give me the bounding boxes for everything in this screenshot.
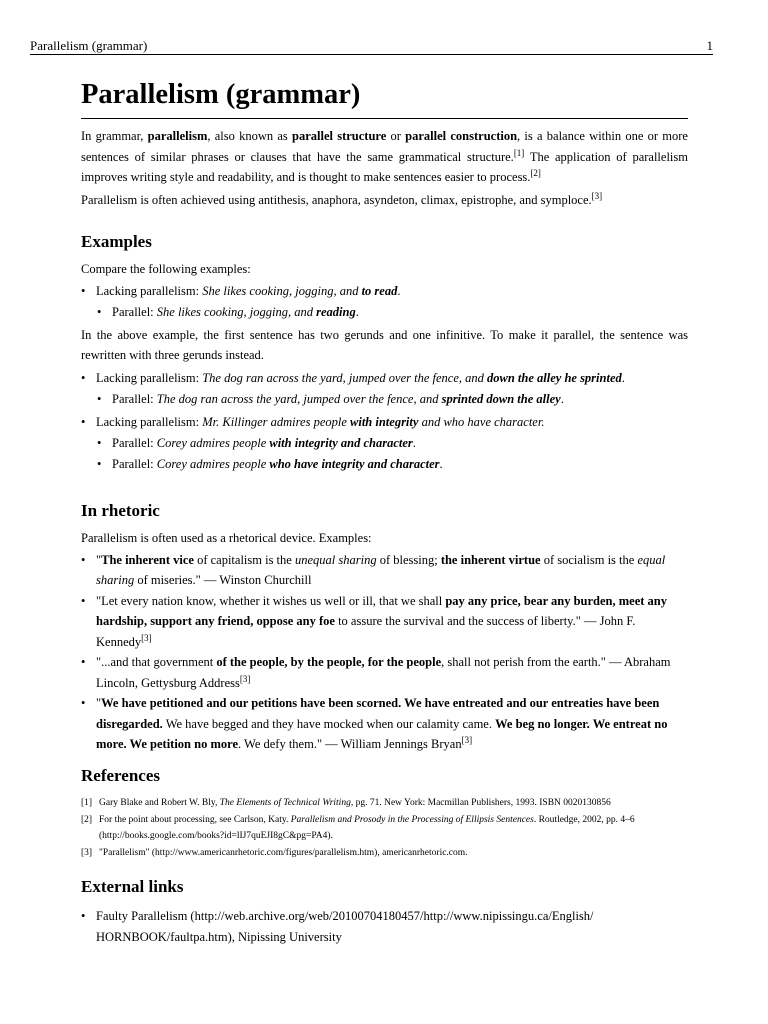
- examples-lead: Compare the following examples:: [81, 262, 251, 276]
- list-item: • "The inherent vice of capitalism is the unequal sharing of blessing; the inherent virtue of socialism is the equal sharing of miseries." — Winston Churchill: [81, 550, 688, 591]
- page-number: 1: [706, 38, 713, 53]
- list-item: • Parallel: Corey admires people who have integrity and character.: [97, 454, 688, 475]
- running-header-title: Parallelism (grammar): [30, 38, 148, 53]
- references-section: [81, 766, 688, 861]
- citation-link[interactable]: [1]: [513, 147, 525, 158]
- reference-item: [3] "Parallelism" (http://www.americanrhetoric.com/figures/parallelism.htm), americanrhetoric.com.: [81, 847, 468, 858]
- list-item: • Parallel: She likes cooking, jogging, and reading.: [97, 302, 688, 323]
- rhetoric-section: [81, 501, 688, 755]
- section-heading-examples: Examples: [81, 232, 152, 251]
- page-title: Parallelism (grammar): [81, 78, 688, 119]
- intro-paragraph: In grammar, parallelism, also known as parallel structure or parallel construction, is a balance within one or more sentences of similar phrases or clauses that have the same grammatical structure.[1] The application of parallelism improves writing style and readability, and is thought to make sentences easier to process.[2]: [81, 129, 688, 184]
- list-item: • "...and that government of the people, by the people, for the people, shall not perish from the earth." — Abraham Lincoln, Gettysburg Address[3]: [81, 652, 688, 693]
- reference-item: [1] Gary Blake and Robert W. Bly, The Elements of Technical Writing, pg. 71. New York: Macmillan Publishers, 1993. ISBN 0020130856: [81, 798, 611, 808]
- citation-link[interactable]: [3]: [141, 632, 152, 643]
- section-heading-references: References: [81, 766, 160, 785]
- list-item: • Lacking parallelism: The dog ran across the yard, jumped over the fence, and down the alley he sprinted.: [81, 368, 688, 389]
- reference-item: [2] For the point about processing, see Carlson, Katy. Parallelism and Prosody in the Processing of Ellipsis Sentences. Routledge, 2002, pp. 4–6 (http://books.google.com/books?id=lIJ7quEJI8gC&pg=PA4).: [81, 814, 635, 841]
- intro-section: [81, 126, 688, 210]
- list-item: • "Let every nation know, whether it wishes us well or ill, that we shall pay any price, bear any burden, meet any hardship, support any friend, oppose any foe to assure the survival and the success of liberty." — John F. Kennedy[3]: [81, 591, 688, 653]
- external-links-section: [81, 877, 688, 947]
- citation-link[interactable]: [3]: [239, 673, 251, 684]
- list-item: • Parallel: The dog ran across the yard, jumped over the fence, and sprinted down the alley.: [97, 389, 688, 410]
- list-item: • Parallel: Corey admires people with integrity and character.: [97, 433, 688, 454]
- intro-paragraph-2: Parallelism is often achieved using antithesis, anaphora, asyndeton, climax, epistrophe, and symploce.[3]: [81, 190, 603, 207]
- list-item: • Lacking parallelism: Mr. Killinger admires people with integrity and who have character.: [81, 412, 688, 433]
- section-heading-external-links: External links: [81, 877, 184, 896]
- rhetoric-lead: Parallelism is often used as a rhetorical device. Examples:: [81, 531, 372, 545]
- examples-section: [81, 232, 688, 474]
- section-heading-rhetoric: In rhetoric: [81, 501, 160, 520]
- running-header: [30, 38, 713, 55]
- examples-explanation: In the above example, the first sentence has two gerunds and one infinitive. To make it parallel, the sentence was rewritten with three gerunds instead.: [81, 327, 688, 362]
- list-item: • "We have petitioned and our petitions have been scorned. We have entreated and our entreaties have been disregarded. We have begged and they have mocked when our calamity came. We beg no longer. We entreat no more. We petition no more. We defy them." — William Jennings Bryan[3]: [81, 693, 688, 755]
- citation-link[interactable]: [3]: [461, 735, 473, 745]
- external-link[interactable]: • Faulty Parallelism (http://web.archive.org/web/20100704180457/http://www.nipissingu.ca/English/ HORNBOOK/faultpa.htm), Nipissing University: [81, 906, 688, 947]
- citation-link[interactable]: [3]: [591, 190, 603, 201]
- citation-link[interactable]: [2]: [530, 168, 541, 178]
- list-item: • Lacking parallelism: She likes cooking, jogging, and to read.: [81, 281, 688, 302]
